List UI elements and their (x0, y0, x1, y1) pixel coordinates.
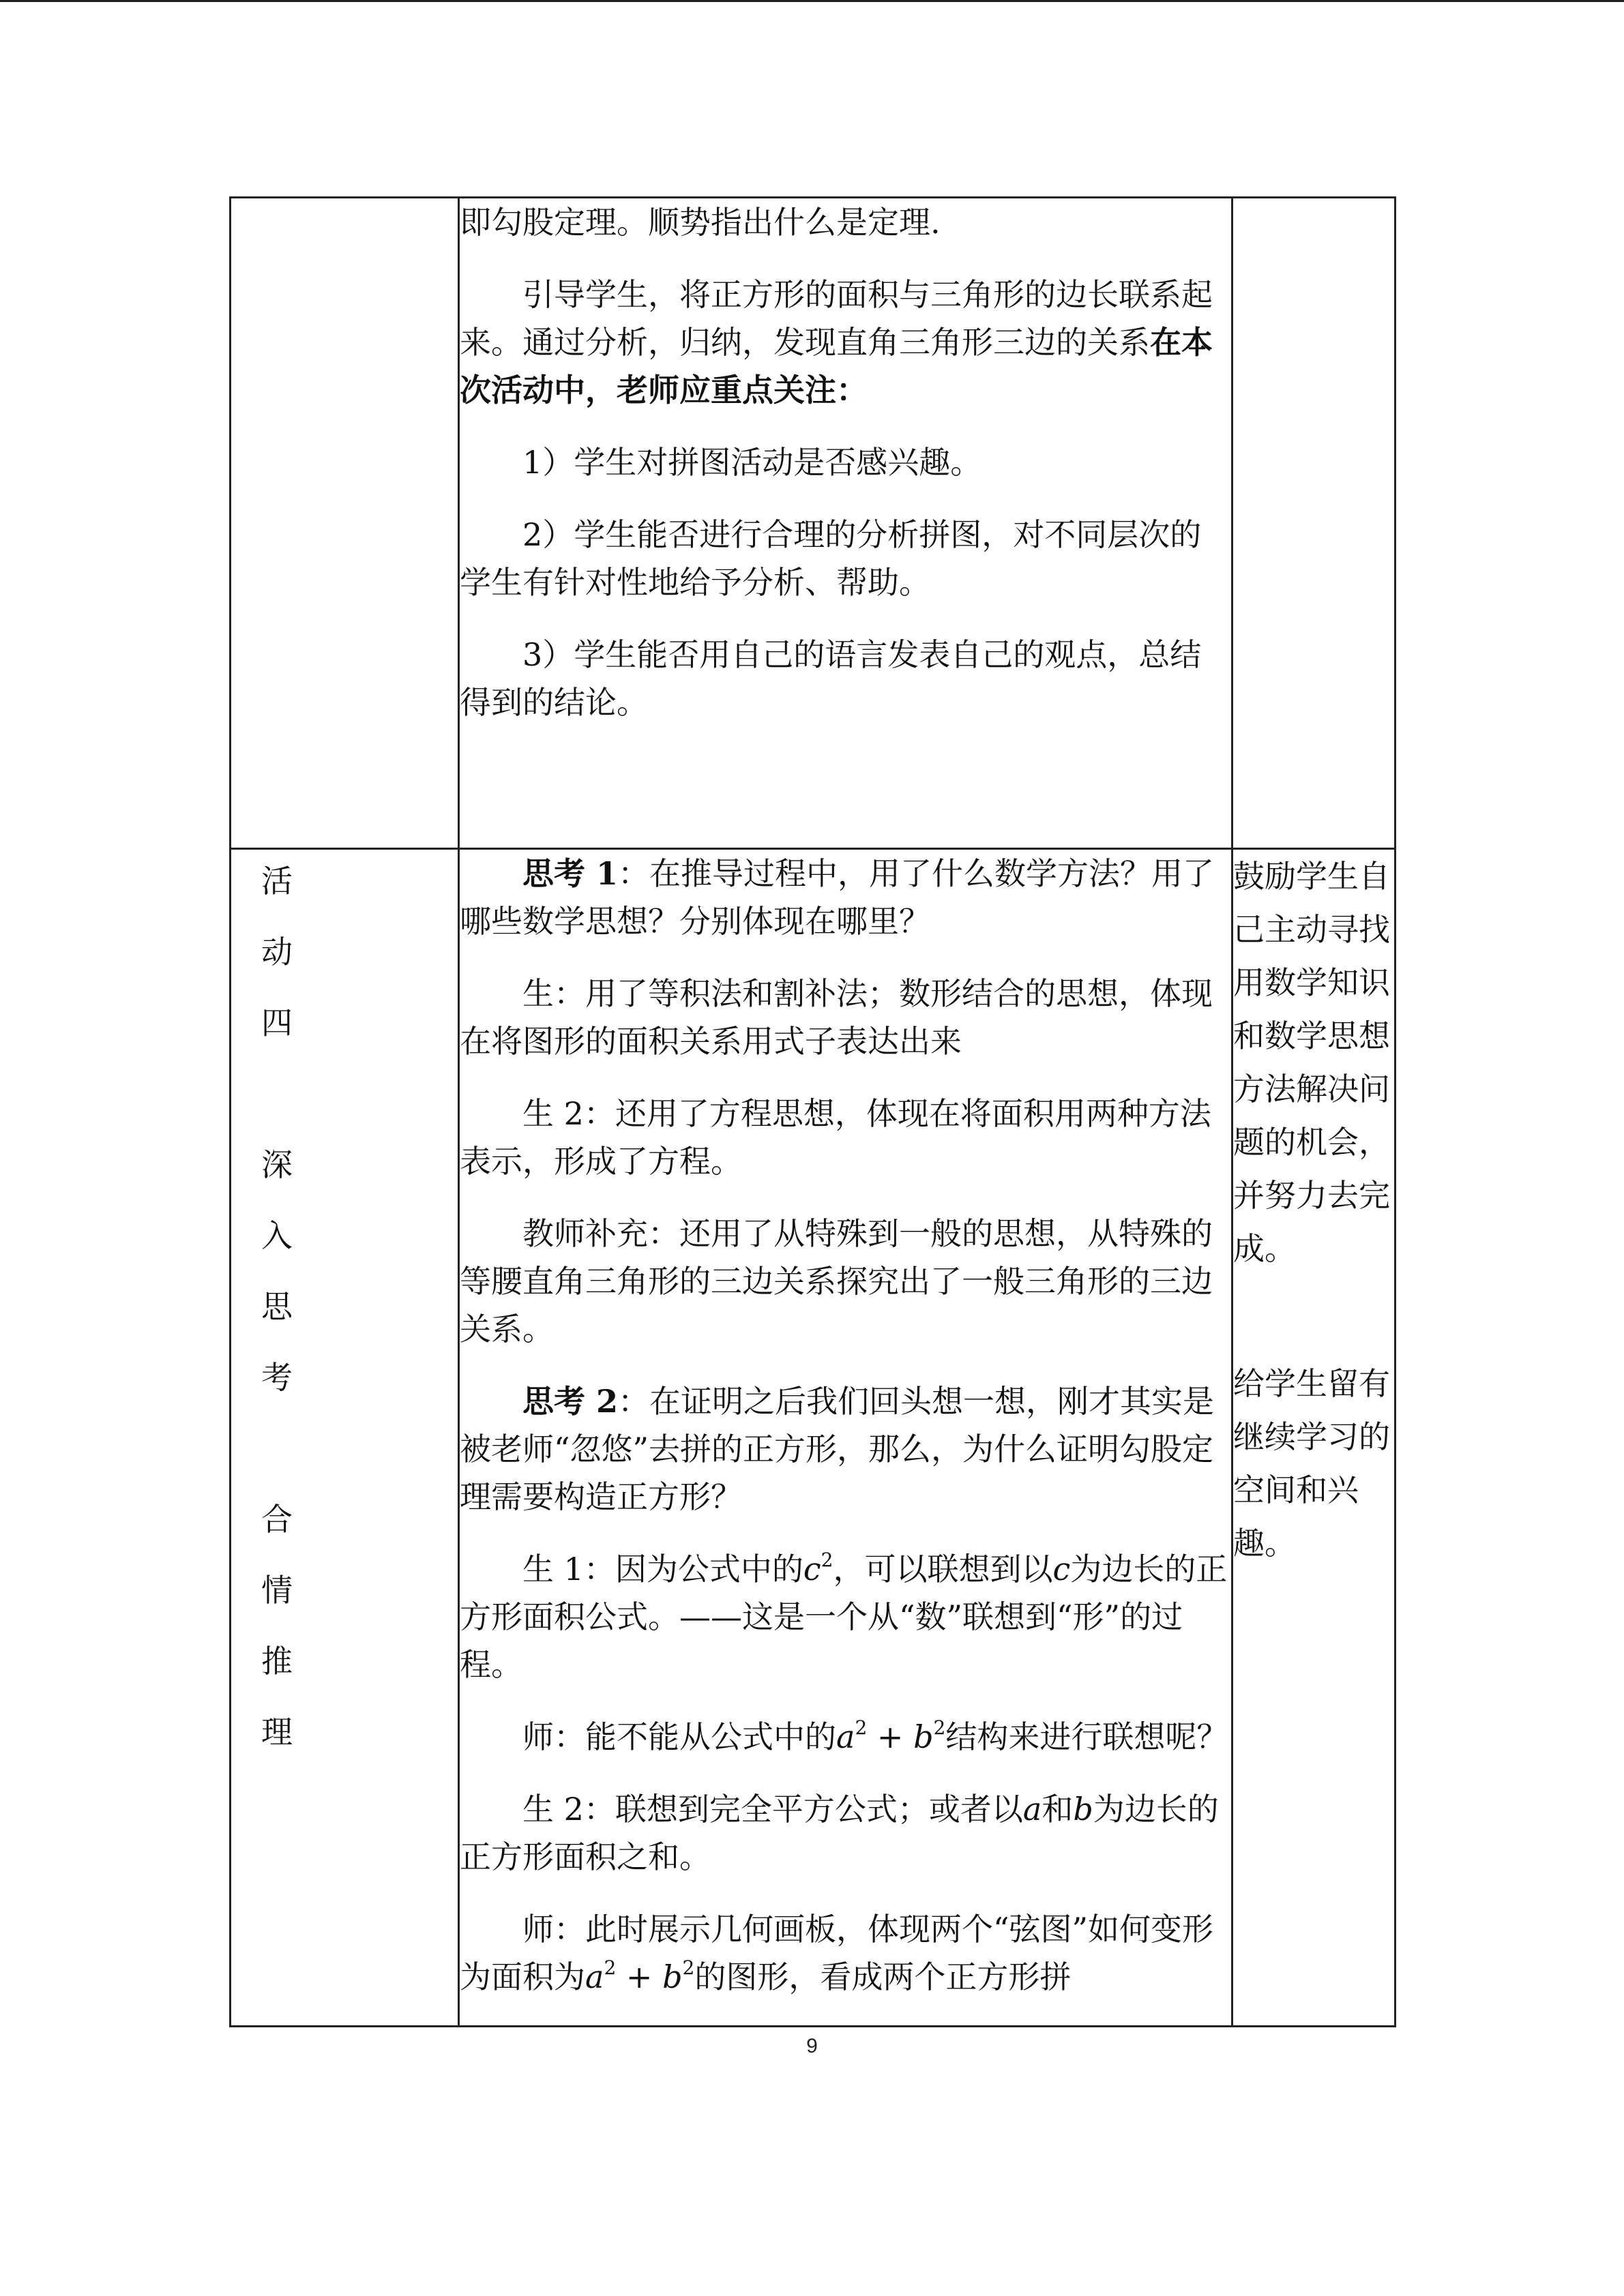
intent-cell (1232, 849, 1396, 2027)
stage-char: 推 (261, 1643, 293, 1680)
math-variable: b (1073, 1791, 1093, 1828)
stage-char: 入 (261, 1217, 293, 1254)
paragraph: 思考 2：在证明之后我们回头想一想，刚才其实是被老师“忽悠”去拼的正方形，那么，为什么证明勾股定理需要构造正方形？ (460, 1383, 1215, 1515)
math-variable: a (1022, 1791, 1042, 1828)
paragraph: 即勾股定理。顺势指出什么是定理. (460, 204, 941, 241)
stage-char: 考 (261, 1359, 293, 1396)
activity-cell (459, 198, 1232, 849)
stage-char: 思 (261, 1288, 293, 1325)
design-intent-text: 鼓励学生自己主动寻找用数学知识和数学思想方法解决问题的机会，并努力去完成。 (1233, 858, 1390, 1267)
paragraph: 生 2：联想到完全平方公式；或者以a和b为边长的正方形面积之和。 (460, 1791, 1219, 1875)
page-number: 9 (806, 2035, 818, 2057)
math-variable: c (1052, 1551, 1071, 1587)
focus-heading: 在本次活动中，老师应重点关注： (460, 324, 1213, 408)
stage-char: 四 (261, 1004, 293, 1041)
lesson-plan-table (229, 196, 1396, 2027)
paragraph: 教师补充：还用了从特殊到一般的思想，从特殊的等腰直角三角形的三边关系探究出了一般三角形的三边关系。 (460, 1215, 1213, 1347)
paragraph: 师：此时展示几何画板，体现两个“弦图”如何变形为面积为$a^2 + b^2$的图形，看成两个正方形拼 (460, 1911, 1214, 1995)
stage-cell (231, 198, 459, 849)
paragraph: 2）学生能否进行合理的分析拼图，对不同层次的学生有针对性地给予分析、帮助。 (460, 516, 1202, 601)
paragraph: 引导学生，将正方形的面积与三角形的边长联系起来。通过分析，归纳，发现直角三角形三边的关系在本次活动中，老师应重点关注： (460, 276, 1213, 408)
stage-char: 深 (261, 1146, 293, 1183)
activity-cell (459, 849, 1232, 2027)
think-label: 思考 1 (522, 855, 619, 892)
paragraph: 3）学生能否用自己的语言发表自己的观点，总结得到的结论。 (460, 636, 1202, 721)
top-border-line (0, 0, 1624, 2)
stage-cell (231, 849, 459, 2027)
math-expression: $a^2 + b^2$ (836, 1716, 946, 1755)
paragraph: 师：能不能从公式中的$a^2 + b^2$结构来进行联想呢？ (522, 1716, 1228, 1755)
stage-char: 活 (261, 863, 293, 899)
paragraph: 思考 1：在推导过程中，用了什么数学方法？用了哪些数学思想？分别体现在哪里？ (460, 855, 1215, 940)
design-intent-text: 给学生留有继续学习的空间和兴趣。 (1233, 1365, 1390, 1562)
paragraph: 生 2：还用了方程思想，体现在将面积用两种方法表示，形成了方程。 (460, 1095, 1211, 1180)
stage-char: 合 (261, 1501, 293, 1538)
paragraph: 生：用了等积法和割补法；数形结合的思想，体现在将图形的面积关系用式子表达出来 (460, 975, 1213, 1060)
math-expression: $c^2$ (803, 1549, 833, 1587)
math-expression: $a^2 + b^2$ (585, 1956, 695, 1995)
stage-char: 动 (261, 934, 293, 970)
think-label: 思考 2 (522, 1383, 619, 1420)
intent-cell (1232, 198, 1396, 849)
table-row (231, 849, 1396, 2027)
paragraph: 1）学生对拼图活动是否感兴趣。 (522, 444, 982, 481)
paragraph: 生 1：因为公式中的$c^2$，可以联想到以c为边长的正方形面积公式。——这是一个从“数”联想到“形”的过程。 (460, 1549, 1228, 1683)
stage-char: 情 (261, 1572, 293, 1609)
table-row (231, 198, 1396, 849)
stage-char: 理 (261, 1714, 293, 1750)
